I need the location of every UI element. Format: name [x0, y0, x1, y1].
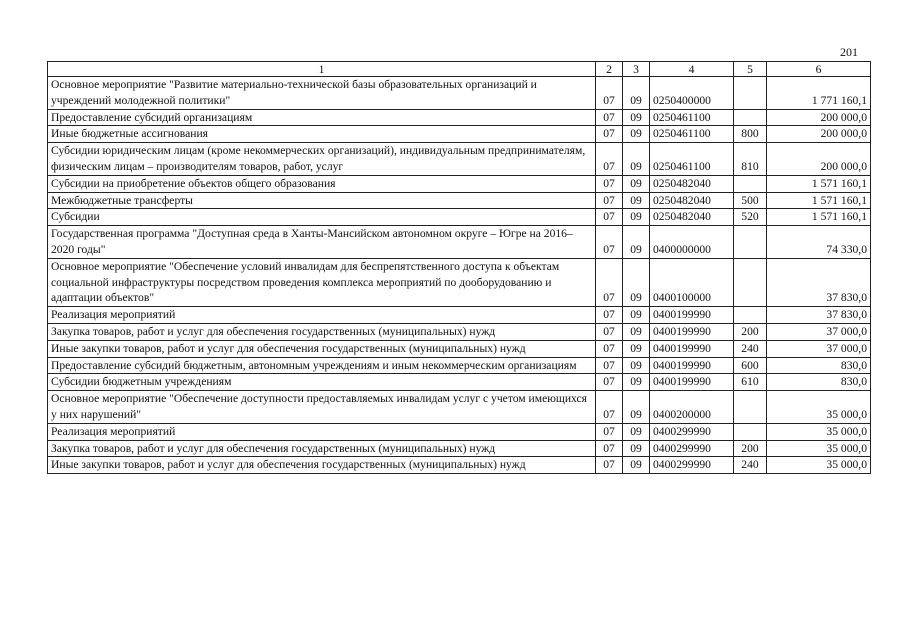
row-sum-cell: 1 571 160,1	[767, 192, 871, 209]
row-subsection-cell: 09	[623, 175, 650, 192]
table-row	[48, 323, 871, 340]
row-sum-cell: 35 000,0	[767, 423, 871, 440]
table-row	[48, 357, 871, 374]
row-type-cell	[734, 175, 767, 192]
row-section-cell: 07	[596, 175, 623, 192]
page-number: 201	[840, 45, 858, 59]
row-target-cell: 0400199990	[650, 374, 734, 391]
table-row	[48, 126, 871, 143]
row-sum-cell: 35 000,0	[767, 457, 871, 474]
row-sum-cell: 830,0	[767, 357, 871, 374]
row-subsection-cell: 09	[623, 258, 650, 306]
row-subsection-cell: 09	[623, 192, 650, 209]
row-type-cell: 200	[734, 440, 767, 457]
budget-table	[47, 61, 871, 474]
row-target-cell: 0400200000	[650, 391, 734, 424]
row-type-cell	[734, 391, 767, 424]
row-section-cell: 07	[596, 307, 623, 324]
row-sum-cell: 37 000,0	[767, 323, 871, 340]
row-section-cell: 07	[596, 143, 623, 176]
row-sum-cell: 1 571 160,1	[767, 209, 871, 226]
row-name-cell: Закупка товаров, работ и услуг для обеспечения государственных (муниципальных) нужд	[48, 440, 596, 457]
header-cell-section: 2	[596, 62, 623, 77]
row-name-cell: Предоставление субсидий бюджетным, автономным учреждениям и иным некоммерческим организациям	[48, 357, 596, 374]
table-row	[48, 340, 871, 357]
header-cell-target: 4	[650, 62, 734, 77]
row-section-cell: 07	[596, 109, 623, 126]
row-type-cell	[734, 307, 767, 324]
row-sum-cell: 200 000,0	[767, 143, 871, 176]
row-type-cell: 800	[734, 126, 767, 143]
row-section-cell: 07	[596, 77, 623, 110]
row-section-cell: 07	[596, 340, 623, 357]
row-name-cell: Субсидии юридическим лицам (кроме некоммерческих организаций), индивидуальным предпринимателям, физическим лицам – производителям товаров, работ, услуг	[48, 143, 596, 176]
row-sum-cell: 35 000,0	[767, 440, 871, 457]
row-name-cell: Основное мероприятие "Обеспечение доступности предоставляемых инвалидам услуг с учетом имеющихся у них нарушений"	[48, 391, 596, 424]
header-cell-subsection: 3	[623, 62, 650, 77]
row-name-cell: Закупка товаров, работ и услуг для обеспечения государственных (муниципальных) нужд	[48, 323, 596, 340]
row-name-cell: Реализация мероприятий	[48, 423, 596, 440]
table-row	[48, 440, 871, 457]
row-target-cell: 0250482040	[650, 192, 734, 209]
table-body	[48, 77, 871, 474]
row-name-cell: Предоставление субсидий организациям	[48, 109, 596, 126]
row-target-cell: 0250482040	[650, 175, 734, 192]
row-section-cell: 07	[596, 423, 623, 440]
row-target-cell: 0400100000	[650, 258, 734, 306]
row-sum-cell: 37 830,0	[767, 307, 871, 324]
row-sum-cell: 200 000,0	[767, 109, 871, 126]
row-section-cell: 07	[596, 440, 623, 457]
row-name-cell: Основное мероприятие "Обеспечение условий инвалидам для беспрепятственного доступа к объектам социальной инфраструктуры посредством проведения комплекса мероприятий по дооборудованию и адаптации объектов"	[48, 258, 596, 306]
row-type-cell	[734, 109, 767, 126]
row-sum-cell: 35 000,0	[767, 391, 871, 424]
row-target-cell: 0250400000	[650, 77, 734, 110]
row-section-cell: 07	[596, 192, 623, 209]
row-section-cell: 07	[596, 323, 623, 340]
row-name-cell: Субсидии	[48, 209, 596, 226]
row-subsection-cell: 09	[623, 323, 650, 340]
row-target-cell: 0400199990	[650, 357, 734, 374]
row-subsection-cell: 09	[623, 109, 650, 126]
row-section-cell: 07	[596, 126, 623, 143]
row-target-cell: 0400000000	[650, 226, 734, 259]
row-subsection-cell: 09	[623, 374, 650, 391]
row-name-cell: Иные бюджетные ассигнования	[48, 126, 596, 143]
row-name-cell: Реализация мероприятий	[48, 307, 596, 324]
row-target-cell: 0400199990	[650, 323, 734, 340]
row-target-cell: 0400199990	[650, 340, 734, 357]
row-name-cell: Иные закупки товаров, работ и услуг для обеспечения государственных (муниципальных) нужд	[48, 457, 596, 474]
row-sum-cell: 37 830,0	[767, 258, 871, 306]
row-type-cell: 520	[734, 209, 767, 226]
row-sum-cell: 74 330,0	[767, 226, 871, 259]
row-name-cell: Государственная программа "Доступная среда в Ханты-Мансийском автономном округе – Югре на 2016–2020 годы"	[48, 226, 596, 259]
row-target-cell: 0400299990	[650, 423, 734, 440]
table-row	[48, 175, 871, 192]
table-row	[48, 209, 871, 226]
row-sum-cell: 37 000,0	[767, 340, 871, 357]
table-row	[48, 391, 871, 424]
row-type-cell: 500	[734, 192, 767, 209]
table-row	[48, 307, 871, 324]
row-target-cell: 0250461100	[650, 109, 734, 126]
table-row	[48, 192, 871, 209]
row-name-cell: Межбюджетные трансферты	[48, 192, 596, 209]
table-row	[48, 143, 871, 176]
row-subsection-cell: 09	[623, 126, 650, 143]
row-type-cell: 610	[734, 374, 767, 391]
row-type-cell	[734, 77, 767, 110]
row-type-cell	[734, 423, 767, 440]
row-type-cell: 200	[734, 323, 767, 340]
row-name-cell: Субсидии на приобретение объектов общего образования	[48, 175, 596, 192]
table-header	[48, 62, 871, 77]
row-type-cell: 810	[734, 143, 767, 176]
row-subsection-cell: 09	[623, 209, 650, 226]
row-section-cell: 07	[596, 374, 623, 391]
row-subsection-cell: 09	[623, 457, 650, 474]
row-target-cell: 0400299990	[650, 440, 734, 457]
row-section-cell: 07	[596, 391, 623, 424]
row-subsection-cell: 09	[623, 423, 650, 440]
row-name-cell: Основное мероприятие "Развитие материально-технической базы образовательных организаций и учреждений молодежной политики"	[48, 77, 596, 110]
row-sum-cell: 200 000,0	[767, 126, 871, 143]
table-row	[48, 226, 871, 259]
header-row	[48, 62, 871, 77]
row-type-cell: 240	[734, 457, 767, 474]
table-row	[48, 258, 871, 306]
row-section-cell: 07	[596, 226, 623, 259]
row-section-cell: 07	[596, 209, 623, 226]
row-section-cell: 07	[596, 357, 623, 374]
row-sum-cell: 1 571 160,1	[767, 175, 871, 192]
row-section-cell: 07	[596, 457, 623, 474]
row-subsection-cell: 09	[623, 307, 650, 324]
header-cell-type: 5	[734, 62, 767, 77]
row-type-cell: 240	[734, 340, 767, 357]
row-target-cell: 0250461100	[650, 126, 734, 143]
table-row	[48, 457, 871, 474]
row-target-cell: 0400299990	[650, 457, 734, 474]
table-row	[48, 423, 871, 440]
header-cell-name: 1	[48, 62, 596, 77]
row-subsection-cell: 09	[623, 77, 650, 110]
row-type-cell: 600	[734, 357, 767, 374]
row-name-cell: Иные закупки товаров, работ и услуг для обеспечения государственных (муниципальных) нужд	[48, 340, 596, 357]
row-sum-cell: 830,0	[767, 374, 871, 391]
row-subsection-cell: 09	[623, 340, 650, 357]
row-section-cell: 07	[596, 258, 623, 306]
row-subsection-cell: 09	[623, 391, 650, 424]
row-type-cell	[734, 226, 767, 259]
table-row	[48, 109, 871, 126]
row-name-cell: Субсидии бюджетным учреждениям	[48, 374, 596, 391]
header-cell-sum: 6	[767, 62, 871, 77]
table-row	[48, 77, 871, 110]
table-row	[48, 374, 871, 391]
row-target-cell: 0250482040	[650, 209, 734, 226]
row-subsection-cell: 09	[623, 440, 650, 457]
row-subsection-cell: 09	[623, 357, 650, 374]
row-target-cell: 0250461100	[650, 143, 734, 176]
row-sum-cell: 1 771 160,1	[767, 77, 871, 110]
row-type-cell	[734, 258, 767, 306]
row-subsection-cell: 09	[623, 143, 650, 176]
row-target-cell: 0400199990	[650, 307, 734, 324]
row-subsection-cell: 09	[623, 226, 650, 259]
